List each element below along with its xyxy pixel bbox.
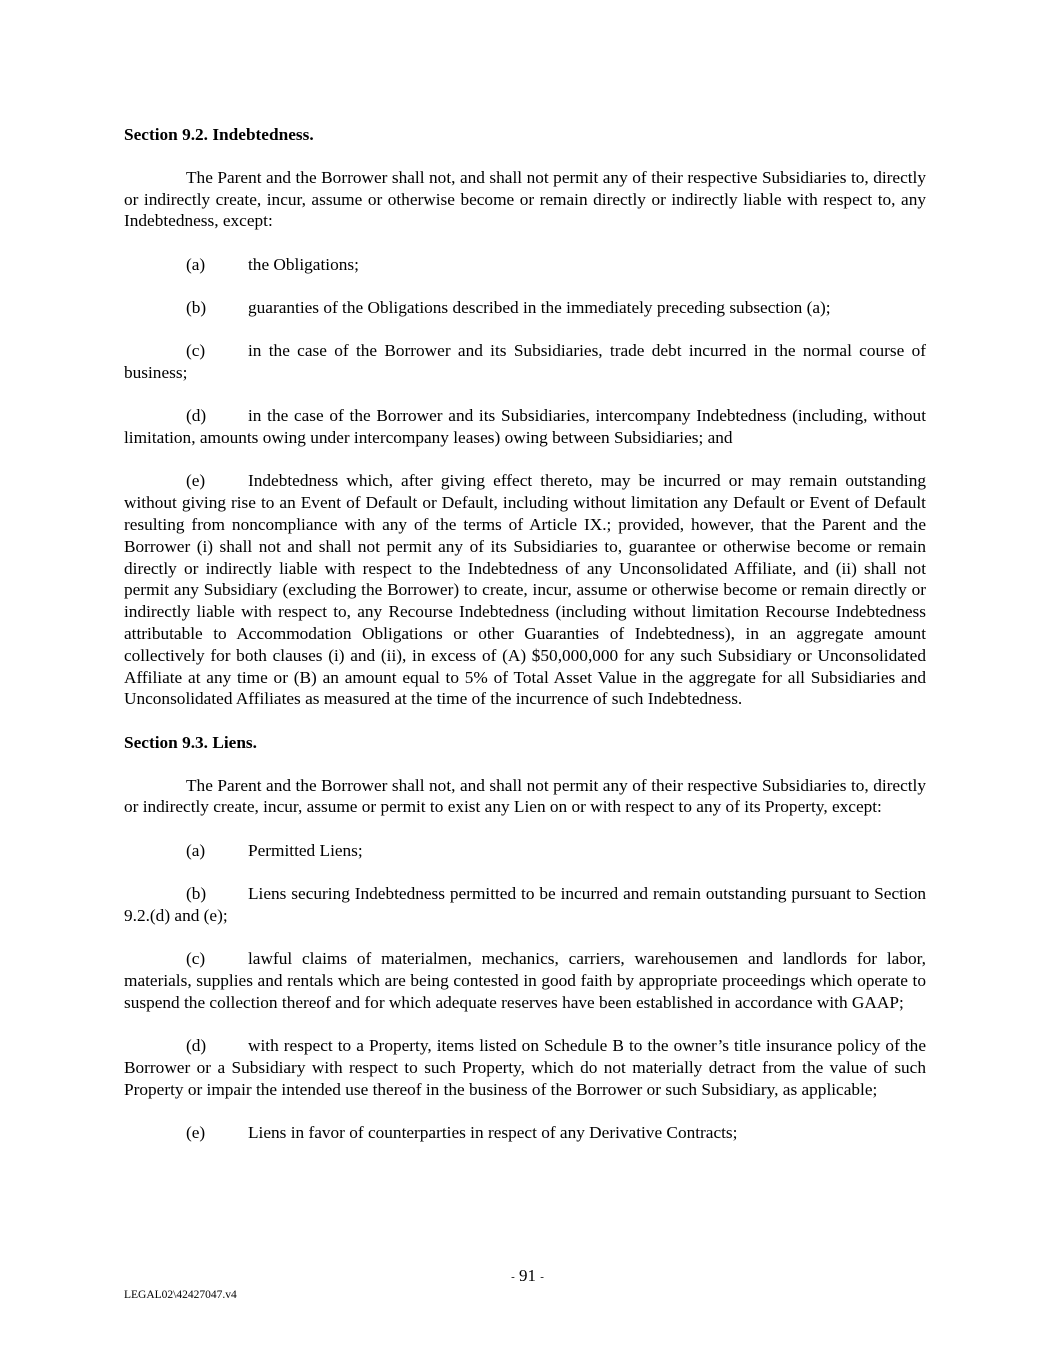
section-9-3-item-d — [124, 1035, 926, 1100]
item-text: Indebtedness which, after giving effect thereto, may be incurred or may remain outstanding without giving rise to an Event of Default or Default, including without limitation any Default or Event of Default resulting from noncompliance with any of the terms of Article IX.; provided, however, that the Parent and the Borrower (i) shall not and shall not permit any of its Subsidiaries to, guarantee or otherwise become or remain directly or indirectly liable with respect to the Indebtedness of any Unconsolidated Affiliate, and (ii) shall not permit any Subsidiary (excluding the Borrower) to create, incur, assume or otherwise become or remain directly or indirectly liable with respect to, any Recourse Indebtedness (including without limitation Recourse Indebtedness attributable to Accommodation Obligations or other Guaranties of Indebtedness), in an aggregate amount collectively for both clauses (i) and (ii), in excess of (A) $50,000,000 for any such Subsidiary or Unconsolidated Affiliate at any time or (B) an amount equal to 5% of Total Asset Value in the aggregate for all Subsidiaries and Unconsolidated Affiliates as measured at the time of the incurrence of such Indebtedness. — [124, 471, 926, 709]
section-9-2-item-b — [124, 297, 926, 319]
item-text: with respect to a Property, items listed on Schedule B to the owner’s title insurance policy of the Borrower or a Subsidiary with respect to such Property, which do not materially detract from the value of such Property or impair the intended use thereof in the business of the Borrower or such Subsidiary, as applicable; — [124, 1035, 926, 1099]
item-label: (a) — [186, 254, 206, 274]
item-text: in the case of the Borrower and its Subsidiaries, intercompany Indebtedness (including, without limitation, amounts owing under intercompany leases) owing between Subsidiaries; and — [124, 406, 926, 448]
document-body — [124, 124, 926, 1165]
item-label: (a) — [186, 840, 206, 860]
item-label: (e) — [186, 471, 206, 491]
section-9-2-item-c — [124, 340, 926, 384]
item-label: (d) — [186, 406, 207, 426]
item-label: (c) — [186, 949, 206, 969]
section-9-2-heading: Section 9.2. Indebtedness. — [124, 125, 314, 144]
item-label: (e) — [186, 1122, 206, 1142]
section-9-2-item-e — [124, 470, 926, 710]
section-9-3-heading: Section 9.3. Liens. — [124, 732, 257, 752]
item-text: in the case of the Borrower and its Subsidiaries, trade debt incurred in the normal course of business; — [124, 341, 926, 383]
item-label: (b) — [186, 297, 207, 317]
item-text: Permitted Liens; — [248, 840, 363, 860]
page-number-value: 91 — [519, 1266, 536, 1285]
item-text: lawful claims of materialmen, mechanics, carriers, warehousemen and landlords for labor, materials, supplies and rentals which are being contested in good faith by appropriate proceedings which operate to suspend the collection thereof and for which adequate reserves have been established in accordance with GAAP; — [124, 949, 926, 1012]
section-9-3-item-e — [124, 1122, 926, 1144]
section-9-3-intro: The Parent and the Borrower shall not, and shall not permit any of their respective Subsidiaries to, directly or indirectly create, incur, assume or permit to exist any Lien on or with respect to any of its Property, except: — [124, 775, 926, 817]
item-label: (c) — [186, 341, 206, 361]
section-9-2-item-a — [124, 254, 926, 276]
section-9-2-intro: The Parent and the Borrower shall not, and shall not permit any of their respective Subsidiaries to, directly or indirectly create, incur, assume or otherwise become or remain directly or indirectly liable with respect to, any Indebtedness, except: — [124, 167, 926, 231]
item-label: (b) — [186, 883, 207, 903]
item-text: Liens securing Indebtedness permitted to be incurred and remain outstanding pursuant to Section 9.2.(d) and (e); — [124, 883, 926, 925]
section-9-2-item-d — [124, 405, 926, 449]
section-9-3-item-a — [124, 840, 926, 862]
page-number: - 91 - — [511, 1266, 544, 1285]
item-text: guaranties of the Obligations described in the immediately preceding subsection (a); — [248, 297, 831, 317]
section-9-3-item-c — [124, 948, 926, 1013]
item-text: the Obligations; — [248, 254, 359, 274]
item-label: (d) — [186, 1035, 207, 1055]
document-id: LEGAL02\42427047.v4 — [124, 1289, 237, 1301]
section-9-3-item-b — [124, 883, 926, 927]
item-text: Liens in favor of counterparties in respect of any Derivative Contracts; — [248, 1122, 738, 1142]
